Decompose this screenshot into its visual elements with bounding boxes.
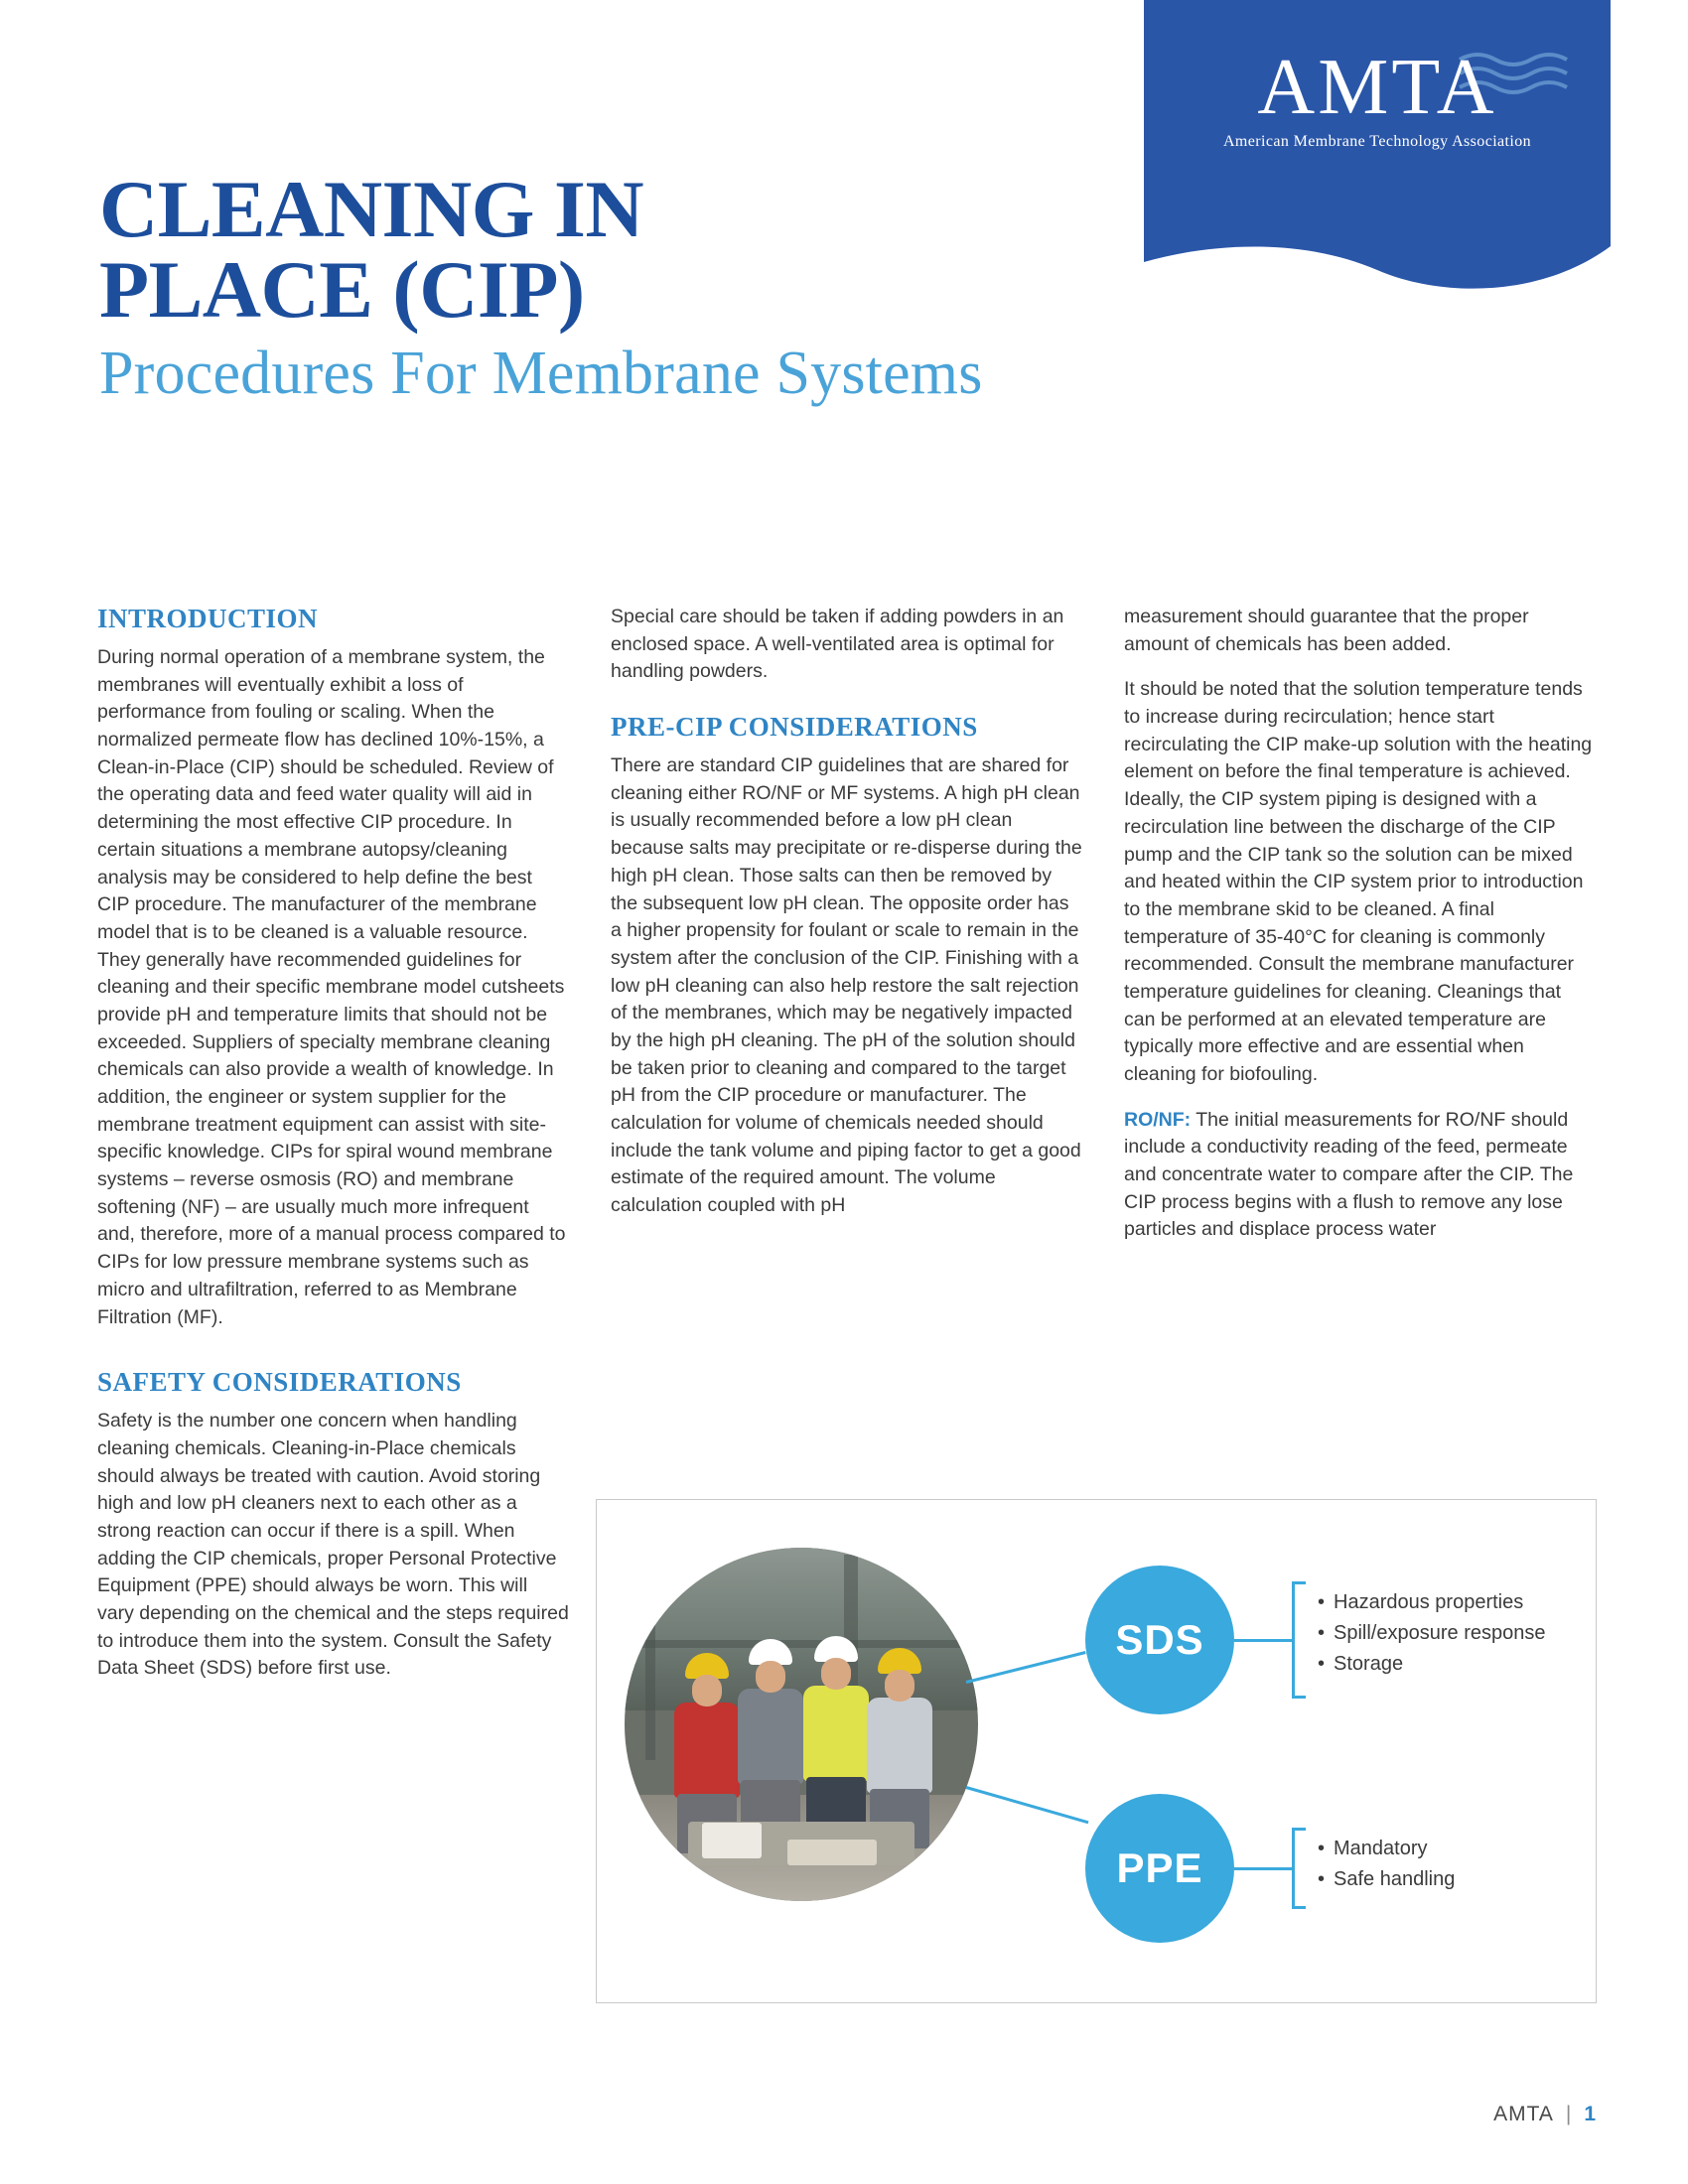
column2-intro-paragraph: Special care should be taken if adding powders in an enclosed space. A well-ventilated area is optimal for handling powders. [611, 606, 1064, 683]
bracket-ppe [1292, 1828, 1306, 1909]
bullet-ppe-1: • Mandatory [1318, 1834, 1455, 1864]
precip-body: There are standard CIP guidelines that are shared for cleaning either RO/NF or MF systems. A high pH clean is usually recommended before a low pH clean because salts may precipitate or re-disperse during the high pH clean. Those salts can then be removed by the subsequent low pH clean. The opposite order has a higher propensity for foulant or scale to remain in the system after the conclusion of the CIP. Finishing with a low pH cleaning can also help restore the salt rejection of the membranes, which may be negatively impacted by the high pH cleaning. The pH of the solution should be taken prior to cleaning and compared to the target pH from the CIP procedure or manufacturer. The calculation for volume of chemicals needed should include the tank volume and piping factor to get a good estimate of the required amount. The volume calculation coupled with pH [611, 754, 1082, 1217]
introduction-body: During normal operation of a membrane system, the membranes will eventually exhibit a loss of performance from fouling or scaling. When the normalized permeate flow has declined 10%-15%, a Clean-in-Place (CIP) should be scheduled. Review of the operating data and feed water quality will aid in determining the most effective CIP procedure. In certain situations a membrane autopsy/cleaning analysis may be considered to help define the best CIP procedure. The manufacturer of the membrane model that is to be cleaned is a valuable resource. They generally have recommended guidelines for cleaning and their specific membrane model cutsheets provide pH and temperature limits that should not be exceeded. Suppliers of specialty membrane cleaning chemicals can also provide a wealth of knowledge. In addition, the engineer or system supplier for the membrane treatment equipment can assist with site-specific knowledge. CIPs for spiral wound membrane systems – reverse osmosis (RO) and membrane softening (NF) – are usually much more infrequent and, therefore, more of a manual process compared to CIPs for low pressure membrane systems such as micro and ultrafiltration, referred to as Membrane Filtration (MF). [97, 646, 566, 1328]
page-title-block [99, 164, 1092, 408]
section-heading-safety: SAFETY CONSIDERATIONS [97, 1367, 462, 1398]
section-heading-introduction: INTRODUCTION [97, 604, 319, 633]
connector-photo-ppe [966, 1786, 1089, 1824]
footer-org: AMTA [1493, 2103, 1554, 2125]
page-subtitle: Procedures For Membrane Systems [99, 340, 983, 408]
node-ppe: PPE [1085, 1794, 1234, 1943]
bullets-ppe [1318, 1834, 1455, 1895]
bullet-sds-1: • Hazardous properties [1318, 1587, 1545, 1618]
amta-logo [1144, 0, 1611, 298]
workers-photo [625, 1548, 978, 1901]
logo-wordmark: AMTA [1257, 44, 1497, 131]
bullet-ppe-2: • Safe handling [1318, 1864, 1455, 1895]
connector-ppe-bracket [1234, 1867, 1292, 1870]
ronf-label: RO/NF: [1124, 1108, 1192, 1131]
page-title-line1: CLEANING IN [99, 164, 644, 254]
column-1 [97, 604, 569, 1701]
page-footer [1493, 2103, 1597, 2126]
bracket-sds [1292, 1581, 1306, 1699]
column3-paragraph-3 [1124, 1107, 1596, 1244]
connector-photo-sds [966, 1651, 1086, 1684]
section-heading-precip: PRE-CIP CONSIDERATIONS [611, 712, 978, 743]
figure-sds-ppe [596, 1499, 1597, 2003]
bullets-sds [1318, 1587, 1545, 1680]
connector-sds-bracket [1234, 1639, 1292, 1642]
logo-tagline: American Membrane Technology Association [1222, 133, 1532, 150]
ronf-text: The initial measurements for RO/NF should include a conductivity reading of the feed, permeate and concentrate water to compare after the CIP. The CIP process begins with a flush to remove any lose particles and displace process water [1124, 1108, 1574, 1241]
bullet-sds-2: • Spill/exposure response [1318, 1618, 1545, 1649]
node-sds: SDS [1085, 1566, 1234, 1714]
bullet-sds-3: • Storage [1318, 1649, 1545, 1680]
footer-separator: | [1565, 2103, 1573, 2125]
page-title-line2: PLACE (CIP) [99, 244, 585, 336]
column3-paragraph-1: measurement should guarantee that the proper amount of chemicals has been added. [1124, 606, 1529, 655]
column3-paragraph-2: It should be noted that the solution temperature tends to increase during recirculation; hence start recirculating the CIP make-up solution with the heating element on before the final temperature is achieved. Ideally, the CIP system piping is designed with a recirculation line between the discharge of the CIP pump and the CIP tank so the solution can be mixed and heated within the CIP system prior to introduction to the membrane skid to be cleaned. A final temperature of 35-40°C for cleaning is commonly recommended. Consult the membrane manufacturer temperature guidelines for cleaning. Cleanings that can be performed at an elevated temperature are typically more effective and are essential when cleaning for biofouling. [1124, 678, 1593, 1085]
safety-body: Safety is the number one concern when handling cleaning chemicals. Cleaning-in-Place chemicals should always be treated with caution. Avoid storing high and low pH cleaners next to each other as a strong reaction can occur if there is a spill. When adding the CIP chemicals, proper Personal Protective Equipment (PPE) should always be worn. This will vary depending on the chemical and the steps required to introduce them into the system. Consult the Safety Data Sheet (SDS) before first use. [97, 1410, 569, 1680]
footer-page-number: 1 [1584, 2103, 1597, 2125]
